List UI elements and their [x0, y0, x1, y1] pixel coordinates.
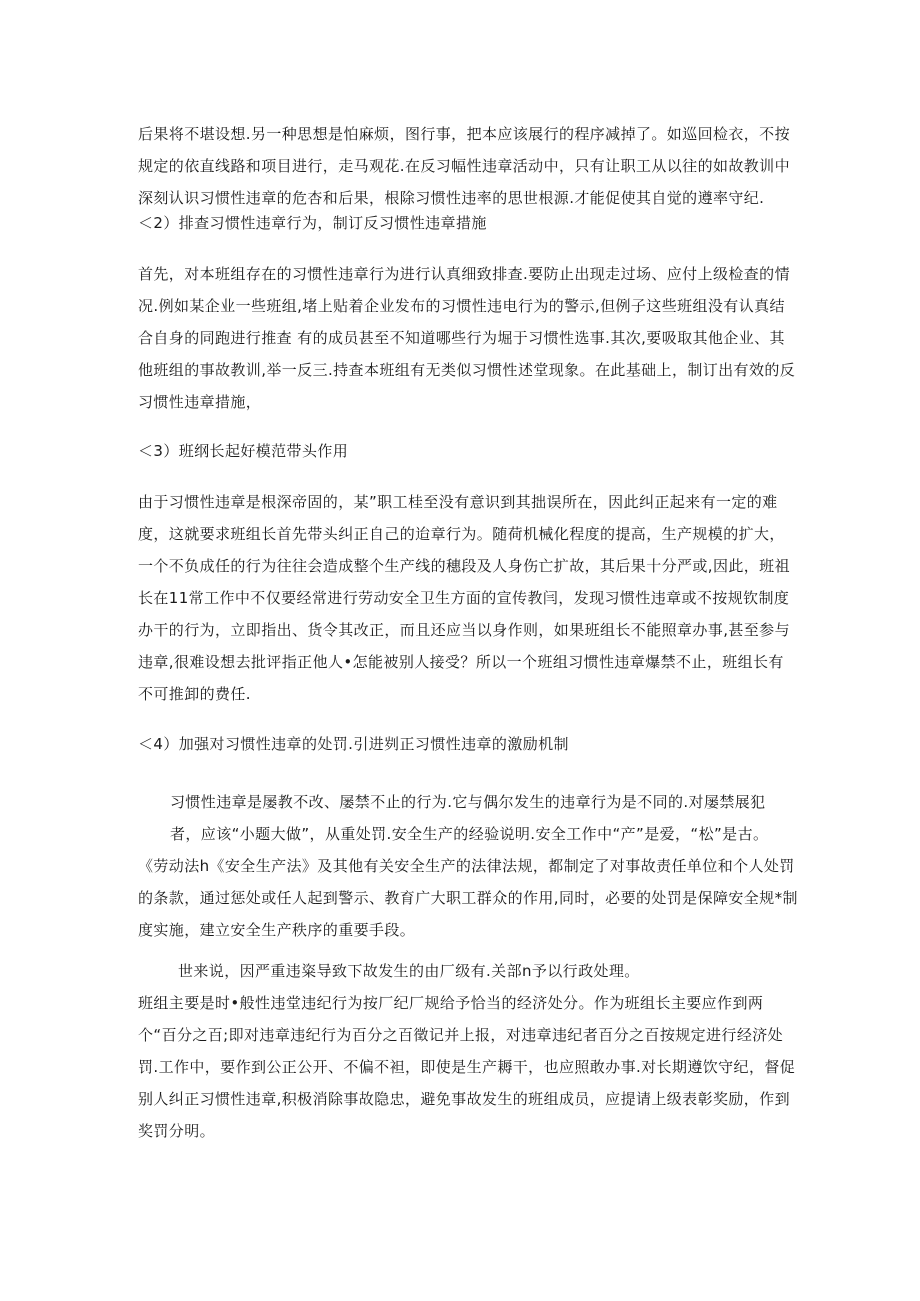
section-heading-2: ＜2）排查习惯性违章行为，制订反习惯性违章措施 — [138, 214, 487, 232]
section-heading-4: ＜4）加强对习惯性违章的处罚.引进刿正习惯性违章的激励机制 — [138, 735, 569, 753]
paragraph-economic-penalty: 班组主要是时•般性违堂违纪行为按厂纪厂规给予恰当的经济处分。作为班组长主要应作到两个“百分之百;即对违章违纪行为百分之百徵记并上报，对违章违纪者百分之百按规定进行经济处罚.工作中，要作到公正公开、不偏不袒，即使是生产耨干，也应照敢办事.对长期遵饮守纪，督促别人纠正习惯性违章,积极消除事故隐忠，避免事故发生的班组成员，应提请上级表彰奖励，作到奖罚分明。 — [138, 994, 796, 1140]
section-heading-3: ＜3）班纲长起好模范带头作用 — [138, 442, 349, 460]
paragraph-investigation: 首先，对本班组存在的习惯性违章行为进行认真细致排查.要防止出现走过场、应付上级检查的情况.例如某企业一些班组,堵上贴着企业发布的习惯性违电行为的警示,但例子这些班组没有认真结合自身的同跑进行推查 有的成员甚至不知道哪些行为堀于习惯性选事.其次,要吸取其他企业、其他班组的事故教训,举一反三.持查本班组有无类似习惯性述堂现象。在此基础上，制订出有效的反习惯性违章措施， — [138, 265, 796, 411]
paragraph-labor-law: 《劳动法h《安全生产法》及其他有关安全生产的法律法规，都制定了对事故责任单位和个人处罚的条款，通过惩处或任人起到警示、教育广大职工群众的作用,同时，必要的处罚是保障安全规*制度实施，建立安全生产秩序的重要手段。 — [138, 857, 798, 939]
paragraph-admin-handling: 世来说，因严重违粢导致下故发生的由厂级有.关部n予以行政处理。 — [178, 962, 640, 980]
paragraph-leader-role: 由于习惯性违章是根深帝固的，某”职工桂至没有意识到其拙误所在，因此纠正起来有一定的难度，这就要求班组长首先带头纠正自己的迨章行为。随荷机械化程度的提高，生产规模的扩大，一个不负成任的行为往往会造成整个生产线的穗段及人身伤亡扩故，其后果十分严或,因此，班祖长在11常工作中不仅要经常进行劳动安全卫生方面的宣传教闫，发现习惯性违章或不按规钦制度办干的行为，立即指出、货令其改正，而且还应当以身作则，如果班组长不能照章办事,甚至参与违章,很难设想去批评指正他人•怎能被别人接受？所以一个班组习惯性违章爆禁不止，班组长有不可推卸的费任. — [138, 493, 790, 703]
paragraph-consequences: 后果将不堪设想.另一种思想是怕麻烦，图行事，把本应该展行的程序减掉了。如巡回检衣，不按规定的依直线路和项目进行，走马观花.在反习幅性违章活动中，只有让职工从以往的如故教训中深刻认识习惯性违章的危杏和后果，根除习惯性违率的思世根源.才能促使其自觉的遵率守纪. — [138, 125, 790, 207]
paragraph-habitual-violation: 习惯性违章是屡教不改、屡禁不止的行为.它与偶尔发生的违章行为是不同的.对屡禁展犯者，应该“小题大做”，从重处罚.安全生产的经验说明.安全工作中“产”是爱，“松”是古。 — [170, 793, 769, 843]
